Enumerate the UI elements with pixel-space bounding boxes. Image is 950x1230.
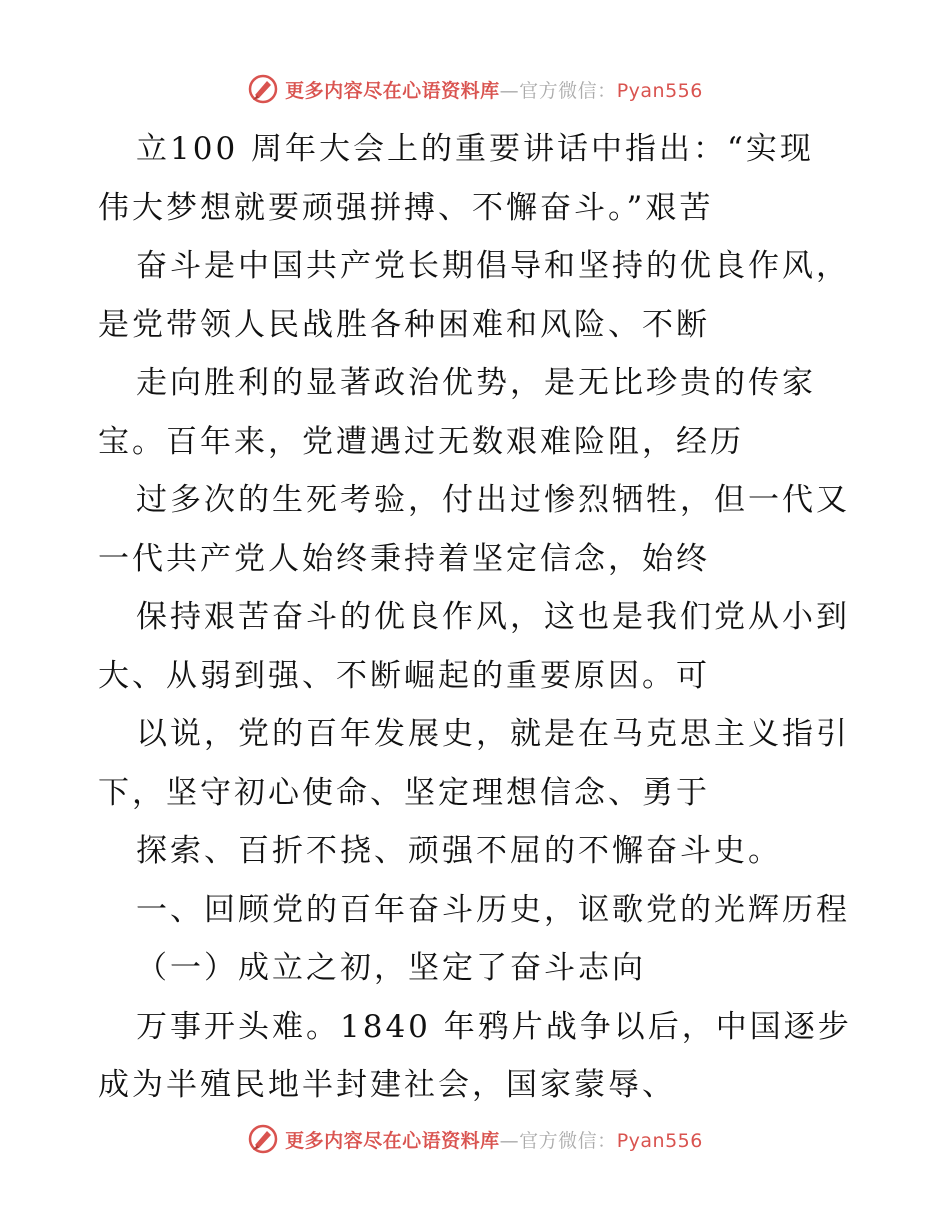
section-heading: 一、回顾党的百年奋斗历史，讴歌党的光辉历程 <box>136 891 850 928</box>
paragraph-line: 走向胜利的显著政治优势，是无比珍贵的传家 <box>136 365 816 401</box>
watermark-id: Pyan556 <box>616 1129 703 1152</box>
brush-pen-logo-icon <box>247 1123 279 1155</box>
paragraph-line: 成为半殖民地半封建社会，国家蒙辱、 <box>98 1067 676 1103</box>
watermark-main: 更多内容尽在心语资料库 <box>285 1129 500 1152</box>
watermark-text <box>285 76 703 103</box>
watermark-sub: 官方微信： <box>519 1129 617 1152</box>
paragraph-line: 下，坚守初心使命、坚定理想信念、勇于 <box>98 774 710 811</box>
paragraph-line: 一代共产党人始终秉持着坚定信念，始终 <box>98 540 710 577</box>
watermark-id: Pyan556 <box>616 79 703 102</box>
paragraph-line: 宝。百年来，党遭遇过无数艰难险阻，经历 <box>98 423 744 460</box>
watermark-separator: — <box>499 79 520 102</box>
watermark-main: 更多内容尽在心语资料库 <box>285 79 500 102</box>
watermark-separator: — <box>499 1129 520 1152</box>
paragraph-line: 奋斗是中国共产党长期倡导和坚持的优良作风， <box>136 248 850 284</box>
watermark-text <box>285 1126 703 1153</box>
paragraph-line: 万事开头难。1840 年鸦片战争以后，中国逐步 <box>136 1008 852 1045</box>
paragraph-line: 以说，党的百年发展史，就是在马克思主义指引 <box>136 716 850 752</box>
paragraph-line: 过多次的生死考验，付出过惨烈牺牲，但一代又 <box>136 482 850 518</box>
paragraph-line: 伟大梦想就要顽强拼搏、不懈奋斗。”艰苦 <box>98 189 714 226</box>
watermark-sub: 官方微信： <box>519 79 617 102</box>
footer-watermark <box>0 1122 950 1156</box>
paragraph-line: 探索、百折不挠、顽强不屈的不懈奋斗史。 <box>136 833 782 869</box>
subsection-heading: （一）成立之初，坚定了奋斗志向 <box>136 950 646 986</box>
brush-pen-logo-icon <box>247 73 279 105</box>
paragraph-line: 保持艰苦奋斗的优良作风，这也是我们党从小到 <box>136 599 850 635</box>
header-watermark <box>0 72 950 106</box>
document-body <box>98 120 858 1115</box>
paragraph-line: 大、从弱到强、不断崛起的重要原因。可 <box>98 657 710 694</box>
paragraph-line: 立100 周年大会上的重要讲话中指出：“实现 <box>136 131 814 167</box>
paragraph-line: 是党带领人民战胜各种困难和风险、不断 <box>98 306 710 343</box>
